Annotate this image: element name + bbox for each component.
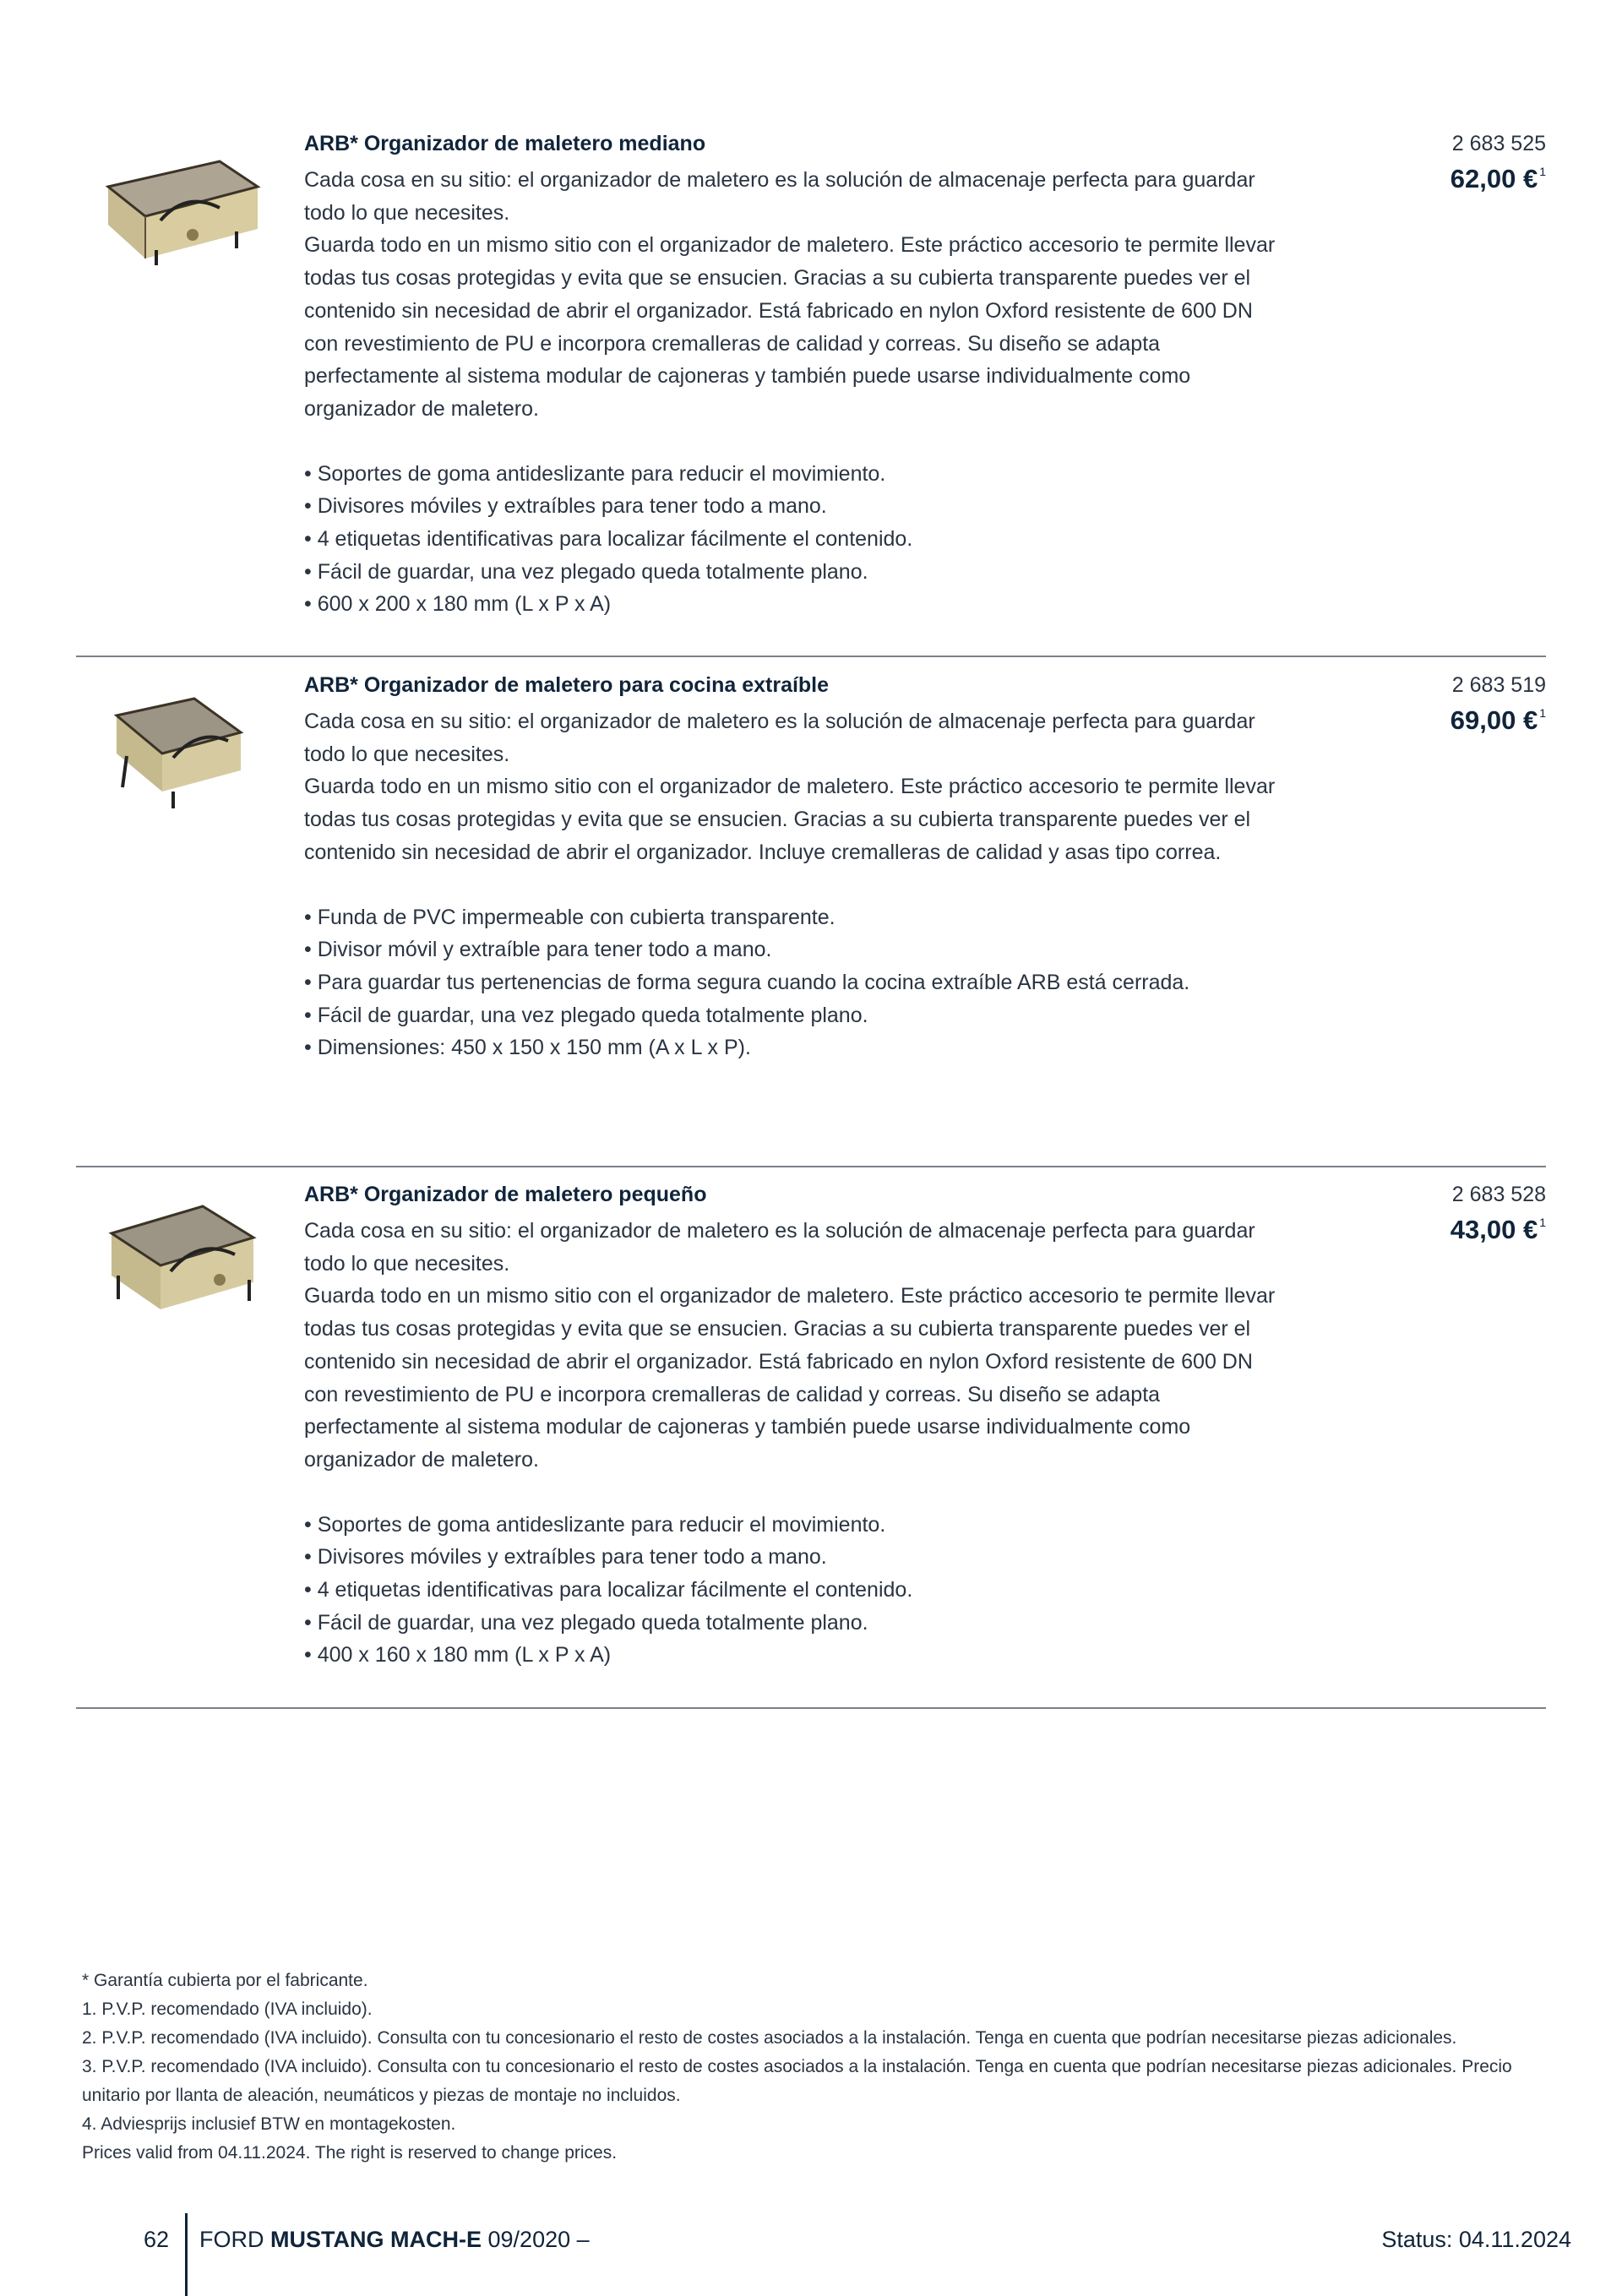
organizer-kitchen-image <box>93 682 270 808</box>
footer-divider <box>185 2213 188 2296</box>
description-detail: Guarda todo en un mismo sitio con el organizador de maletero. Este práctico accesorio te permite llevar todas tus cosas protegidas y evita que se ensucien. Gracias a su cubierta transparente puedes ver el contenido sin necesidad de abrir el organizador. Está fabricado en nylon Oxford resistente de 600 DN con revestimiento de PU e incorpora cremalleras de calidad y correas. Su diseño se adapta perfectamente al sistema modular de cajoneras y también puede usarse individualmente como organizador de maletero. <box>304 233 1276 421</box>
footnote: Prices valid from 04.11.2024. The right is reserved to change prices. <box>82 2143 618 2163</box>
price-footnote-ref: 1 <box>1539 1216 1546 1229</box>
feature-item: • Soportes de goma antideslizante para reducir el movimiento. <box>304 458 1276 491</box>
page-number: 62 <box>144 2227 170 2252</box>
feature-list <box>304 458 1276 622</box>
organizer-small-image <box>93 1191 270 1318</box>
feature-item: • 4 etiquetas identificativas para localizar fácilmente el contenido. <box>304 1574 1276 1607</box>
feature-item: • Para guardar tus pertenencias de forma segura cuando la cocina extraíble ARB está cerrada. <box>304 966 1276 999</box>
price-footnote-ref: 1 <box>1539 165 1546 178</box>
footnote: 1. P.V.P. recomendado (IVA incluido). <box>82 1999 373 2019</box>
feature-item: • 400 x 160 x 180 mm (L x P x A) <box>304 1639 1276 1672</box>
feature-item: • Dimensiones: 450 x 150 x 150 mm (A x L x P). <box>304 1031 1276 1064</box>
section-divider <box>76 656 1546 657</box>
feature-item: • 4 etiquetas identificativas para localizar fácilmente el contenido. <box>304 523 1276 556</box>
feature-item: • Funda de PVC impermeable con cubierta transparente. <box>304 901 1276 934</box>
status-date: Status: 04.11.2024 <box>1381 2227 1571 2252</box>
section-divider <box>76 1707 1546 1709</box>
product-title: ARB* Organizador de maletero mediano <box>304 132 706 155</box>
description-detail: Guarda todo en un mismo sitio con el organizador de maletero. Este práctico accesorio te permite llevar todas tus cosas protegidas y evita que se ensucien. Gracias a su cubierta transparente puedes ver el contenido sin necesidad de abrir el organizador. Está fabricado en nylon Oxford resistente de 600 DN con revestimiento de PU e incorpora cremalleras de calidad y correas. Su diseño se adapta perfectamente al sistema modular de cajoneras y también puede usarse individualmente como organizador de maletero. <box>304 1284 1276 1472</box>
product-description <box>304 705 1276 1064</box>
footnote: 2. P.V.P. recomendado (IVA incluido). Consulta con tu concesionario el resto de costes asociados a la instalación. Tenga en cuenta que podrían necesitarse piezas adicionales. <box>82 2028 1457 2048</box>
product-kitchen-organizer <box>76 673 1546 1163</box>
product-price: 62,00 € $^1$ <box>1450 164 1546 193</box>
footnote: 3. P.V.P. recomendado (IVA incluido). Consulta con tu concesionario el resto de costes asociados a la instalación. Tenga en cuenta que podrían necesitarse piezas adicionales. Precio unitario por llanta de aleación, neumáticos y piezas de montaje no incluidos. <box>82 2057 1512 2105</box>
description-intro: Cada cosa en su sitio: el organizador de maletero es la solución de almacenaje perfecta para guardar todo lo que necesites. <box>304 168 1255 225</box>
product-title: ARB* Organizador de maletero para cocina extraíble <box>304 673 830 697</box>
product-small-organizer <box>76 1183 1546 1689</box>
product-title: ARB* Organizador de maletero pequeño <box>304 1183 707 1206</box>
product-price: 69,00 € $^1$ <box>1450 705 1546 735</box>
model-name: MUSTANG MACH-E <box>270 2227 482 2252</box>
price-footnote-ref: 1 <box>1539 706 1546 720</box>
feature-list <box>304 901 1276 1065</box>
description-intro: Cada cosa en su sitio: el organizador de maletero es la solución de almacenaje perfecta para guardar todo lo que necesites. <box>304 1219 1255 1276</box>
product-sku: 2 683 525 <box>1451 132 1546 155</box>
feature-item: • Fácil de guardar, una vez plegado queda totalmente plano. <box>304 999 1276 1032</box>
feature-item: • 600 x 200 x 180 mm (L x P x A) <box>304 588 1276 621</box>
feature-item: • Divisores móviles y extraíbles para tener todo a mano. <box>304 1541 1276 1574</box>
feature-item: • Soportes de goma antideslizante para reducir el movimiento. <box>304 1509 1276 1542</box>
description-intro: Cada cosa en su sitio: el organizador de maletero es la solución de almacenaje perfecta para guardar todo lo que necesites. <box>304 710 1255 766</box>
feature-list <box>304 1509 1276 1673</box>
footnote: * Garantía cubierta por el fabricante. <box>82 1971 368 1990</box>
feature-item: • Fácil de guardar, una vez plegado queda totalmente plano. <box>304 556 1276 589</box>
brand-name: FORD <box>199 2227 264 2252</box>
product-sku: 2 683 528 <box>1451 1183 1546 1206</box>
product-description <box>304 164 1276 621</box>
organizer-medium-image <box>93 140 270 267</box>
footnotes <box>82 1967 1569 2168</box>
page-footer <box>0 2213 1622 2296</box>
model-suffix: 09/2020 – <box>487 2227 590 2252</box>
product-medium-organizer <box>76 132 1546 639</box>
product-sku: 2 683 519 <box>1451 673 1546 697</box>
product-description <box>304 1215 1276 1672</box>
description-detail: Guarda todo en un mismo sitio con el organizador de maletero. Este práctico accesorio te permite llevar todas tus cosas protegidas y evita que se ensucien. Gracias a su cubierta transparente puedes ver el contenido sin necesidad de abrir el organizador. Incluye cremalleras de calidad y asas tipo correa. <box>304 775 1276 864</box>
feature-item: • Divisores móviles y extraíbles para tener todo a mano. <box>304 490 1276 523</box>
feature-item: • Divisor móvil y extraíble para tener todo a mano. <box>304 933 1276 966</box>
section-divider <box>76 1166 1546 1167</box>
product-price: 43,00 € $^1$ <box>1450 1215 1546 1244</box>
footnote: 4. Adviesprijs inclusief BTW en montagekosten. <box>82 2114 456 2134</box>
feature-item: • Fácil de guardar, una vez plegado queda totalmente plano. <box>304 1607 1276 1640</box>
model-label <box>199 2227 590 2253</box>
